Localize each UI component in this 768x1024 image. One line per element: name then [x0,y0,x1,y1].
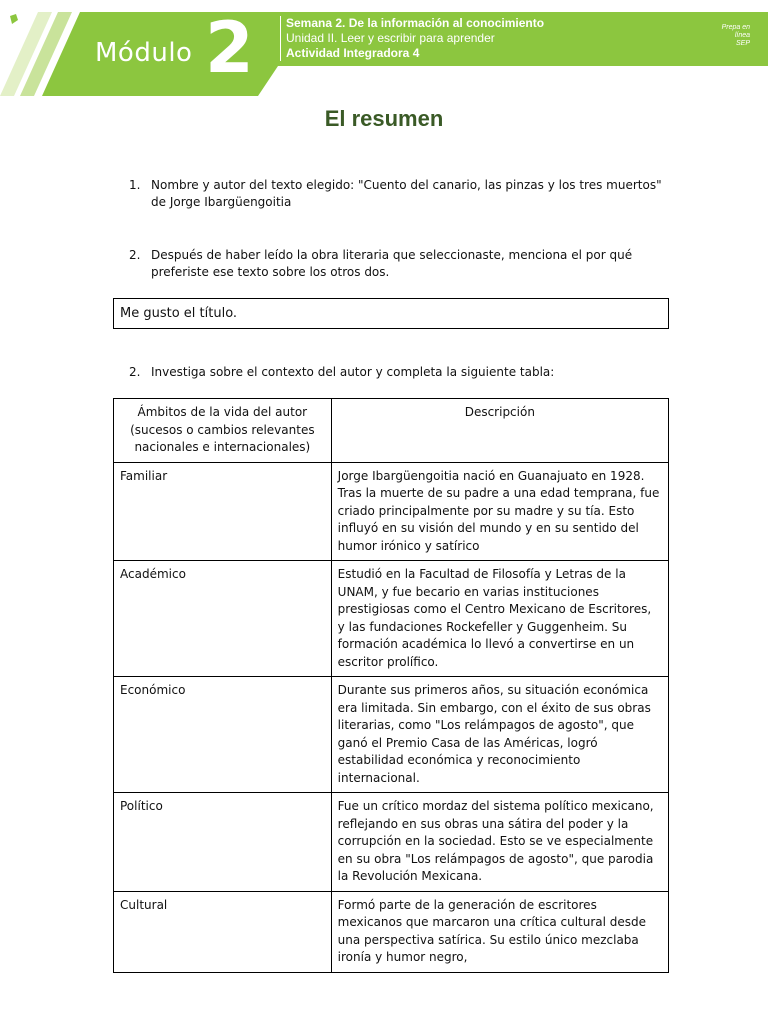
table-row [114,677,669,793]
table-header-row [114,399,669,463]
week-title: Semana 2. De la información al conocimiento [286,16,545,30]
module-label: Módulo [95,38,193,68]
question-2 [129,247,669,281]
row-area: Familiar [114,462,332,561]
course-info [280,16,544,61]
question-number: 1. [129,178,141,192]
row-area: Político [114,793,332,892]
logo-text: Prepa en línea SEP [721,24,750,47]
row-area: Económico [114,677,332,793]
question-text: Investiga sobre el contexto del autor y completa la siguiente tabla: [151,365,555,379]
question-1 [129,177,669,211]
module-number: 2 [205,7,254,89]
table-row [114,561,669,677]
page-title: El resumen [324,106,444,131]
question-number: 2. [129,248,141,262]
prepa-logo-icon [0,0,40,36]
header-description: Descripción [331,399,668,463]
table-row [114,462,669,561]
table-row [114,793,669,892]
row-area: Académico [114,561,332,677]
question-number: 2. [129,365,141,379]
row-description: Formó parte de la generación de escritores mexicanos que marcaron una crítica cultural desde una perspectiva satírica. Su estilo único mezclaba ironía y humor negro, [331,891,668,972]
row-description: Durante sus primeros años, su situación económica era limitada. Sin embargo, con el éxito de sus obras literarias, como "Los relámpagos de agosto", que ganó el Premio Casa de las Américas, logró estabilidad económica y reconocimiento internacional. [331,677,668,793]
module-header-banner [0,0,768,96]
table-row [114,891,669,972]
header-areas: Ámbitos de la vida del autor (sucesos o cambios relevantes nacionales e internacionales) [114,399,332,463]
row-description: Jorge Ibargüengoitia nació en Guanajuato en 1928. Tras la muerte de su padre a una edad temprana, fue criado principalmente por su madre y su tía. Esto influyó en su visión del mundo y en su sentido del humor irónico y satírico [331,462,668,561]
row-description: Fue un crítico mordaz del sistema político mexicano, reflejando en sus obras una sátira del poder y la corrupción en la sociedad. Esto se ve especialmente en su obra "Los relámpagos de agosto", que parodia la Revolución Mexicana. [331,793,668,892]
question-3 [129,364,669,381]
answer-box: Me gusto el título. [113,298,669,329]
row-area: Cultural [114,891,332,972]
unit-title: Unidad II. Leer y escribir para aprender [286,31,495,45]
author-context-table [113,398,669,973]
row-description: Estudió en la Facultad de Filosofía y Letras de la UNAM, y fue becario en varias instituciones prestigiosas como el Centro Mexicano de Escritores, y las fundaciones Rockefeller y Guggenheim. Su formación académica lo llevó a convertirse en un escritor prolífico. [331,561,668,677]
activity-title: Actividad Integradora 4 [286,46,420,60]
question-text: Nombre y autor del texto elegido: "Cuento del canario, las pinzas y los tres muertos" de Jorge Ibargüengoitia [151,178,662,209]
question-text: Después de haber leído la obra literaria que seleccionaste, menciona el por qué preferiste ese texto sobre los otros dos. [151,248,633,279]
